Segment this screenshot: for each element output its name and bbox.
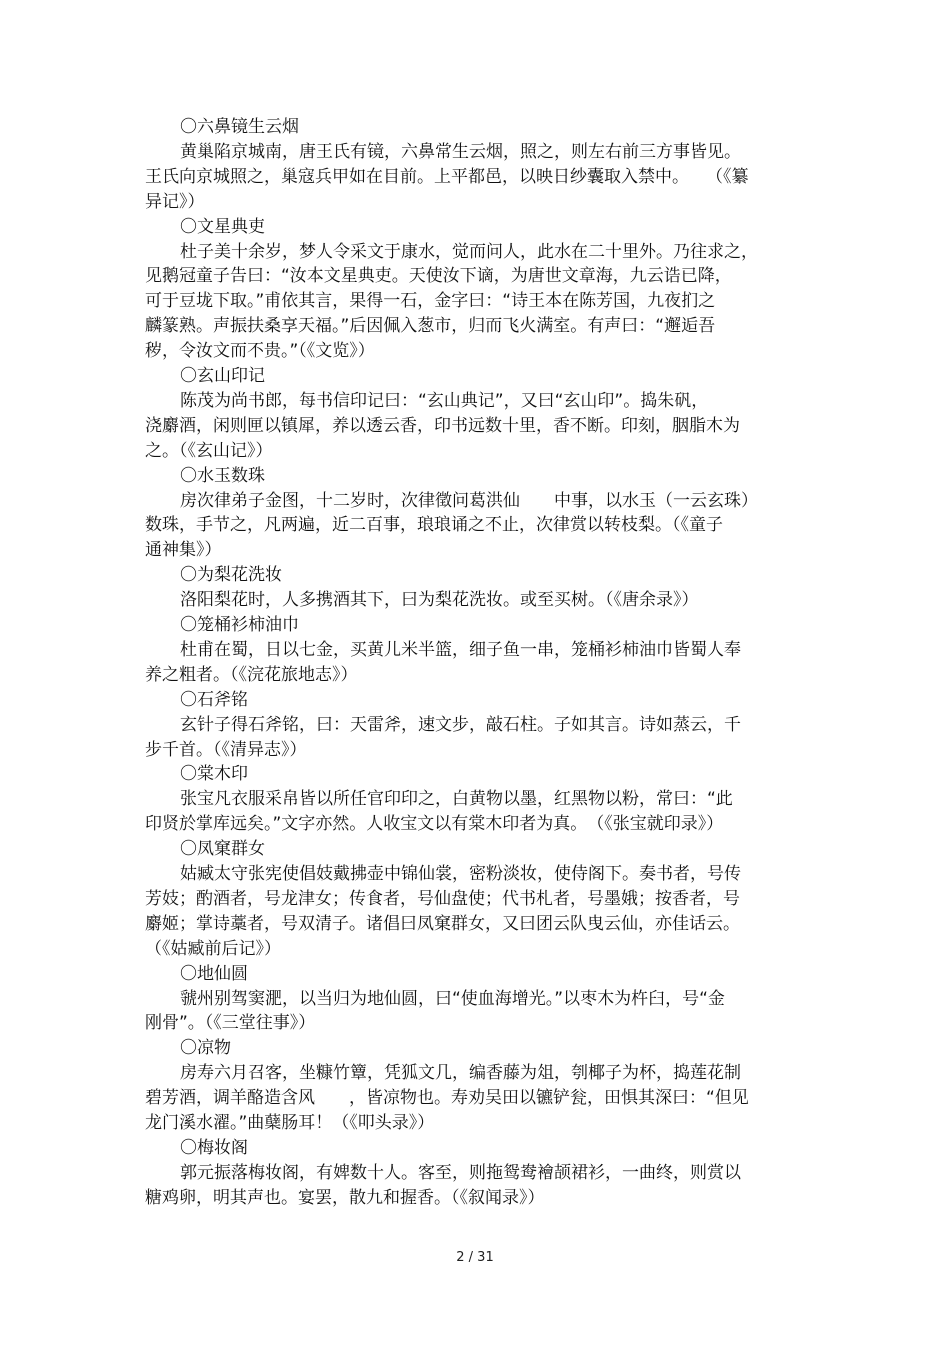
entry-title: 〇玄山印记 xyxy=(180,366,265,387)
entry-body: 姑臧太守张宪使倡妓戴拂壶中锦仙裳，密粉淡妆，使侍阁下。奏书者，号传 芳妓；酌酒者，号龙津女；传食者，号仙盘使；代书札者，号墨娥；按香者，号 麝姬；掌诗藁者，号双清子。诸倡曰凤窠群女，又曰团云队曳云仙，亦佳话云。 （《姑臧前后记》） xyxy=(145,864,741,959)
entry xyxy=(145,688,805,763)
entry xyxy=(145,215,805,364)
entry-title: 〇凤窠群女 xyxy=(180,839,265,860)
entry-body: 黄巢陷京城南，唐王氏有镜，六鼻常生云烟，照之，则左右前三方事皆见。 王氏向京城照之，巢寇兵甲如在目前。上平都邑，以映日纱囊取入禁中。 （《纂 异记》） xyxy=(145,141,749,212)
entry-title: 〇梅妆阁 xyxy=(180,1137,248,1158)
entry-title: 〇地仙圆 xyxy=(180,963,248,984)
entry-title: 〇水玉数珠 xyxy=(180,465,265,486)
entry-body: 杜子美十余岁，梦人令采文于康水，觉而问人，此水在二十里外。乃往求之， 见鹅冠童子告曰：“汝本文星典吏。天使汝下谪，为唐世文章海，九云诰已降， 可于豆垅下取。”甫依其言，果得一石，金字曰：“诗王本在陈芳国，九夜扪之 麟篆熟。声振扶桑享天福。”后因佩入葱市，归而飞火满室。有声曰：“邂逅吾 秽，令汝文而不贵。”（《文览》） xyxy=(145,241,758,362)
entry-title: 〇石斧铭 xyxy=(180,689,248,710)
entry xyxy=(145,837,805,962)
entry xyxy=(145,115,805,215)
entry-title: 〇笼桶衫柿油巾 xyxy=(180,615,299,636)
entry-body: 张宝凡衣服采帛皆以所任官印印之，白黄物以墨，红黑物以粉，常曰：“此 印贤於掌库远矣。”文字亦然。人收宝文以有棠木印者为真。 （《张宝就印录》） xyxy=(145,789,733,835)
entry-body: 房次律弟子金图，十二岁时，次律徵问葛洪仙 中事，以水玉（一云玄珠） 数珠，手节之，凡两遍，近二百事，琅琅诵之不止，次律赏以转枝梨。（《童子 通神集》） xyxy=(145,490,758,561)
entries-column xyxy=(145,115,805,1211)
entry xyxy=(145,1136,805,1211)
entry-body: 洛阳梨花时，人多携酒其下，曰为梨花洗妆。或至买树。（《唐余录》） xyxy=(180,590,699,611)
entry-title: 〇六鼻镜生云烟 xyxy=(180,117,299,137)
entry-body: 杜甫在蜀，日以七金，买黄儿米半篮，细子鱼一串，笼桶衫柿油巾皆蜀人奉 养之粗者。（《浣花旅地志》） xyxy=(145,639,741,685)
entry xyxy=(145,464,805,564)
entry-title: 〇凉物 xyxy=(180,1038,231,1059)
entry xyxy=(145,364,805,464)
entry-body: 房寿六月召客，坐糠竹簟，凭狐文几，编香藤为俎，刳椰子为杯，捣莲花制 碧芳酒，调羊酪造含风 ，皆凉物也。寿劝吴田以镳铲瓮，田惧其深曰：“但见 龙门溪水濯。”曲蘖肠耳！（《叩头录》） xyxy=(145,1063,749,1134)
entry-title: 〇棠木印 xyxy=(180,764,248,785)
entry-title: 〇文星典吏 xyxy=(180,216,265,237)
entry xyxy=(145,762,805,837)
entry xyxy=(145,962,805,1037)
entry-title: 〇为梨花洗妆 xyxy=(180,565,282,586)
entry xyxy=(145,1036,805,1136)
entry xyxy=(145,563,805,613)
entry-body: 郭元振落梅妆阁，有婢数十人。客至，则拖鸳鸯襘颉裙衫，一曲终，则赏以 糖鸡卵，明其声也。宴罢，散九和握香。（《叙闻录》） xyxy=(145,1162,741,1208)
entry-body: 陈茂为尚书郎，每书信印记曰：“玄山典记”，又曰“玄山印”。捣朱矾， 浇麝酒，闲则匣以镇犀，养以透云香，印书远数十里，香不断。印刻，胭脂木为 之。（《玄山记》） xyxy=(145,390,740,461)
entry-body: 玄针子得石斧铭，曰：天雷斧，速文步，敲石柱。子如其言。诗如蒸云，千 步千首。（《清异志》） xyxy=(145,714,741,760)
page-number: 2 / 31 xyxy=(456,1250,494,1265)
entry xyxy=(145,613,805,688)
entry-body: 虢州别驾窦淝，以当归为地仙圆，曰“使血海增光。”以枣木为杵臼，号“金 刚骨”。（《三堂往事》） xyxy=(145,988,725,1034)
